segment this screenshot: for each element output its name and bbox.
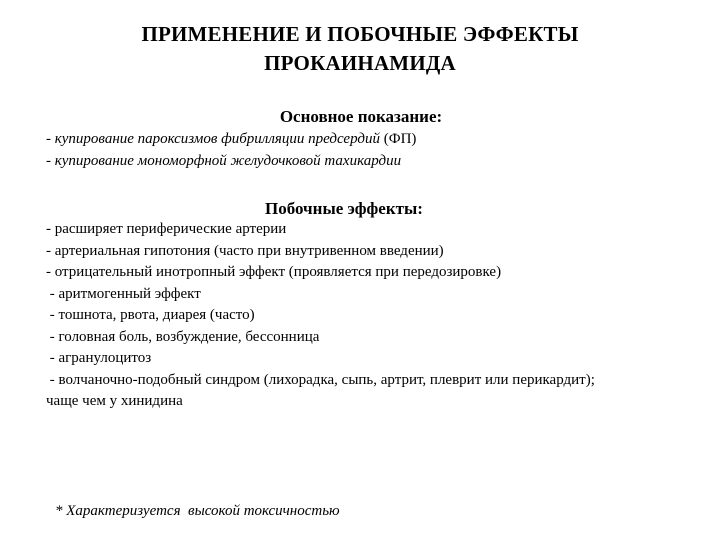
page-title	[0, 20, 720, 78]
footnote: * Характеризуется высокой токсичностью	[55, 503, 340, 519]
title-line-1: ПРИМЕНЕНИЕ И ПОБОЧНЫЕ ЭФФЕКТЫ	[141, 22, 579, 46]
side-effect-item: - агранулоцитоз	[46, 350, 152, 366]
side-effect-item: - артериальная гипотония (часто при внутривенном введении)	[46, 242, 444, 259]
title-line-2: ПРОКАИНАМИДА	[264, 51, 456, 75]
side-effects-heading: Побочные эффекты:	[265, 199, 423, 218]
indication-heading: Основное показание:	[279, 107, 443, 126]
side-effect-item: - тошнота, рвота, диарея (часто)	[46, 307, 255, 323]
side-effect-item: - аритмогенный эффект	[46, 285, 201, 302]
indication-list	[46, 128, 416, 172]
indication-item	[46, 150, 416, 172]
indication-item	[46, 128, 416, 150]
side-effect-item: - расширяет периферические артерии	[46, 221, 287, 237]
side-effect-item: - волчаночно-подобный синдром (лихорадка, сыпь, артрит, плеврит или перикардит); чаще чем у хинидина	[46, 371, 599, 409]
side-effect-item: - отрицательный инотропный эффект (проявляется при передозировке)	[46, 264, 502, 280]
indication-item-suffix: (ФП)	[379, 131, 417, 147]
indication-item-text: - купирование мономорфной желудочковой тахикардии	[46, 153, 402, 169]
side-effects-list	[46, 219, 666, 413]
indication-item-text: - купирование пароксизмов фибрилляции предсердий	[46, 131, 380, 147]
side-effect-item: - головная боль, возбуждение, бессонница	[46, 328, 320, 345]
